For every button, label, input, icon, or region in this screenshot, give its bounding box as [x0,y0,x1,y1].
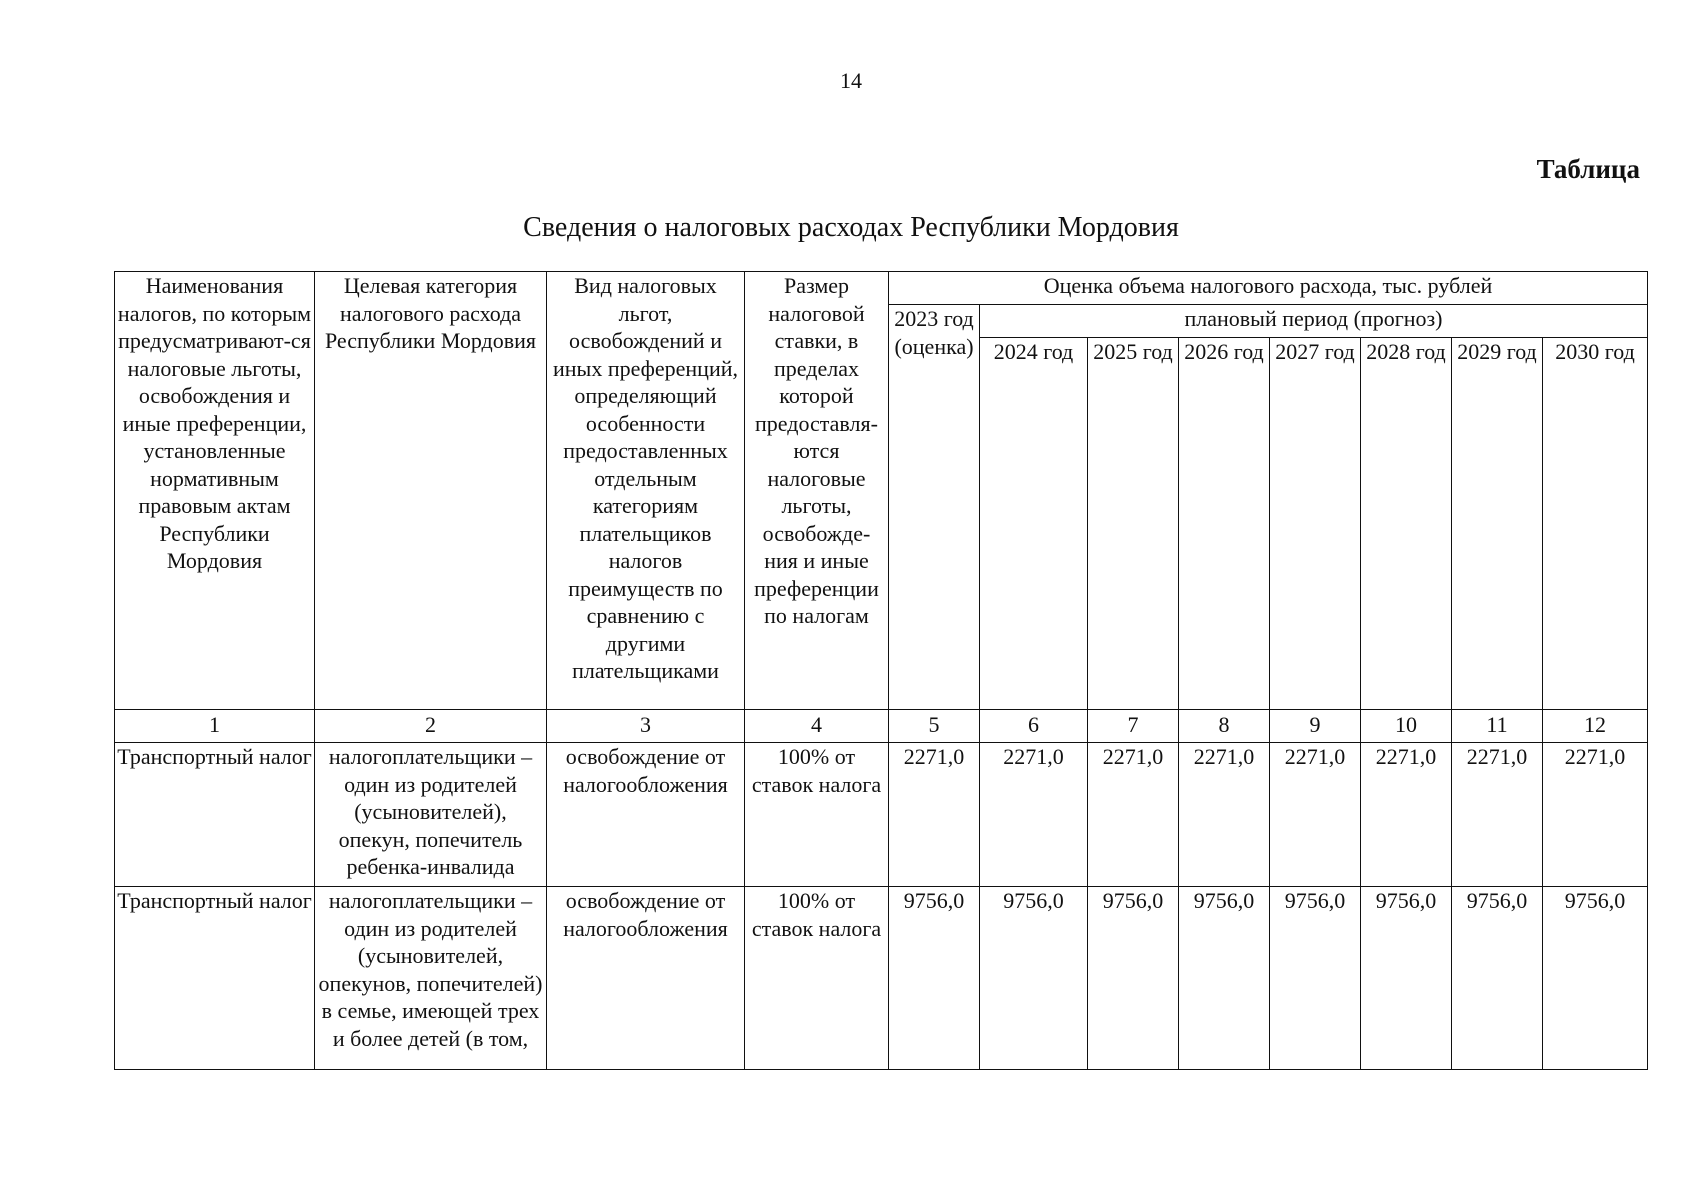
column-numbers-row [115,710,1648,743]
header-target-category: Целевая категория налогового расхода Республики Мордовия [315,272,547,710]
header-benefit-type: Вид налоговых льгот, освобождений и иных преференций, определяющий особенности предоставленных отдельным категориям плательщиков налогов преимуществ по сравнению с другими плательщиками [547,272,745,710]
table-row [115,743,1648,887]
header-planned-period: плановый период (прогноз) [980,305,1648,338]
benefit-type-cell: освобождение от налогообложения [547,887,745,1070]
header-year-2024: 2024 год [980,338,1088,710]
value-cell: 9756,0 [980,887,1088,1070]
column-number: 8 [1179,710,1270,743]
header-year-2030: 2030 год [1543,338,1648,710]
tax-name-cell: Транспортный налог [115,887,315,1070]
column-number: 4 [745,710,889,743]
value-cell: 9756,0 [1179,887,1270,1070]
column-number: 1 [115,710,315,743]
header-year-2025: 2025 год [1088,338,1179,710]
document-title: Сведения о налоговых расходах Республики Мордовия [523,212,1179,243]
column-number: 5 [889,710,980,743]
tax-name-cell: Транспортный налог [115,743,315,887]
header-year-2029: 2029 год [1452,338,1543,710]
value-cell: 2271,0 [1452,743,1543,887]
value-cell: 2271,0 [1361,743,1452,887]
value-cell: 9756,0 [1088,887,1179,1070]
column-number: 3 [547,710,745,743]
value-cell: 9756,0 [1270,887,1361,1070]
target-category-cell: налогоплательщики – один из родителей (усыновителей, опекунов, попечителей) в семье, имеющей трех и более детей (в том, [315,887,547,1070]
value-cell: 9756,0 [1361,887,1452,1070]
value-cell: 2271,0 [1088,743,1179,887]
value-cell: 9756,0 [1452,887,1543,1070]
column-number: 9 [1270,710,1361,743]
column-number: 11 [1452,710,1543,743]
benefit-type-cell: освобождение от налогообложения [547,743,745,887]
rate-size-cell: 100% от ставок налога [745,887,889,1070]
column-number: 6 [980,710,1088,743]
column-number: 10 [1361,710,1452,743]
header-tax-names: Наименования налогов, по которым предусматривают-ся налоговые льготы, освобождения и иные преференции, установленные нормативным правовым актам Республики Мордовия [115,272,315,710]
target-category-cell: налогоплательщики – один из родителей (усыновителей), опекун, попечитель ребенка-инвалида [315,743,547,887]
value-cell: 2271,0 [889,743,980,887]
rate-size-cell: 100% от ставок налога [745,743,889,887]
tax-expenditures-table [114,271,1648,1070]
header-rate-size: Размер налоговой ставки, в пределах которой предоставля-ются налоговые льготы, освобожде-ния и иные преференции по налогам [745,272,889,710]
header-estimate-group: Оценка объема налогового расхода, тыс. рублей [889,272,1648,305]
column-number: 7 [1088,710,1179,743]
table-row [115,887,1648,1070]
value-cell: 9756,0 [889,887,980,1070]
page-number: 14 [840,68,862,93]
header-year-2027: 2027 год [1270,338,1361,710]
column-number: 2 [315,710,547,743]
header-year-2028: 2028 год [1361,338,1452,710]
value-cell: 2271,0 [1543,743,1648,887]
table-label: Таблица [1536,154,1640,184]
value-cell: 9756,0 [1543,887,1648,1070]
header-year-2023: 2023 год (оценка) [889,305,980,710]
column-number: 12 [1543,710,1648,743]
value-cell: 2271,0 [1270,743,1361,887]
value-cell: 2271,0 [980,743,1088,887]
value-cell: 2271,0 [1179,743,1270,887]
header-year-2026: 2026 год [1179,338,1270,710]
